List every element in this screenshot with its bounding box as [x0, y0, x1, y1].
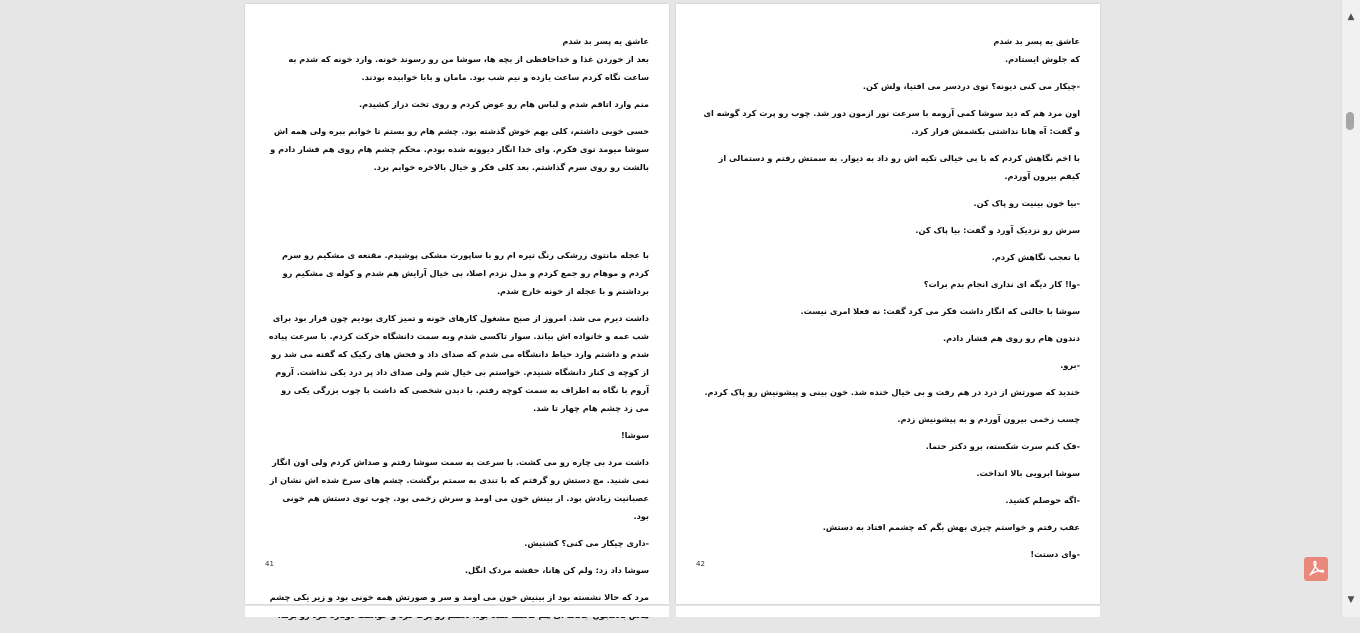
- page-42-content: [696, 32, 1080, 572]
- vertical-scrollbar[interactable]: [1341, 0, 1360, 617]
- page-number: 41: [265, 560, 274, 568]
- paragraph: اون مرد هم که دید سوشا کمی آرومه با سرعت نور ازمون دور شد. چوب رو پرت کرد گوشه ای و گفت: آه هانا نداشتی بکشمش فرار کرد.: [703, 108, 1080, 136]
- running-header: عاشق یه پسر بد شدم: [993, 36, 1080, 46]
- paragraph: سوشا داد زد: ولم کن هانا، حقشه مردک انگل.: [464, 565, 649, 575]
- blank-space: [265, 185, 649, 246]
- paragraph: -اگه حوصلم کشید.: [1005, 495, 1080, 505]
- paragraph: -برو.: [1060, 360, 1080, 370]
- paragraph: -بیا خون بینیت رو پاک کن.: [973, 198, 1080, 208]
- paragraph: سوشا با حالتی که انگار داشت فکر می کرد گفت: نه فعلا امری نیست.: [800, 306, 1080, 316]
- paragraph: عقب رفتم و خواستم چیزی بهش بگم که چشمم افتاد به دستش.: [822, 522, 1080, 532]
- paragraph: -فک کنم سرت شکسته، برو دکتر حتما.: [925, 441, 1080, 451]
- paragraph: سرش رو نزدیک آورد و گفت: بیا پاک کن.: [915, 225, 1080, 235]
- scroll-up-arrow-icon[interactable]: ▲: [1347, 12, 1355, 22]
- page-number: 42: [696, 560, 705, 568]
- paragraph: خندید که صورتش از درد در هم رفت و بی خیال خنده شد. خون بینی و پیشونیش رو پاک کردم.: [704, 387, 1080, 397]
- paragraph: -وا! کار دیگه ای نداری انجام بدم برات؟: [923, 279, 1080, 289]
- paragraph: منم وارد اتاقم شدم و لباس هام رو عوض کردم و روی تخت دراز کشیدم.: [358, 99, 649, 109]
- paragraph: که جلوش ایستادم.: [1004, 54, 1080, 64]
- paragraph: داشت دیرم می شد. امروز از صبح مشغول کارهای خونه و تمیز کاری بودیم چون قرار بود برای شب عمه و خانواده اش بیاند. سوار تاکسی شدم وبه سمت دانشگاه حرکت کردم. با سرعت پیاده شدم و داشتم وارد حیاط دانشگاه می شدم که صدای داد و فحش های رکیک که گفته می شد رو از کوچه ی کنار دانشگاه شنیدم. خواستم بی خیال شم ولی صدای داد پر درد یکی نذاشت. آروم آروم با نگاه به اطراف به سمت کوچه رفتم. با دیدن شخصی که داشت با چوب بزرگی یکی رو می زد چشم هام چهار تا شد.: [268, 313, 649, 413]
- paragraph: -وای دستت!: [1030, 549, 1080, 559]
- next-page-edge-left: [245, 606, 669, 617]
- running-header: عاشق یه پسر بد شدم: [562, 36, 649, 46]
- paragraph: مرد که حالا نشسته بود از بینیش خون می اومد و سر و صورتش همه خونی بود و زیر یکی چشم: [269, 592, 649, 602]
- paragraph: سوشا ابرویی بالا انداخت.: [976, 468, 1080, 478]
- paragraph: دندون هام رو روی هم فشار دادم.: [943, 333, 1080, 343]
- paragraph: سوشا!: [620, 430, 649, 440]
- paragraph: داشت مرد بی چاره رو می کشت. با سرعت به سمت سوشا رفتم و صداش کردم ولی اون انگار نمی شنید. مچ دستش رو گرفتم که با تندی به سمتم برگشت. چشم های سرخ شده اش نشان از عصبانیت زیادش بود. از بینش خون می اومد و سرش زخمی بود. چوب توی دستش هم خونی بود.: [269, 457, 649, 521]
- paragraph: چسب زخمی بیرون آوردم و به پیشونیش زدم.: [897, 414, 1080, 424]
- pdf-icon-glyph: [1307, 560, 1325, 578]
- paragraph: بعد از خوردن غذا و خداحافظی از بچه ها، سوشا من رو رسوند خونه. وارد خونه که شدم به ساعت نگاه کردم ساعت یازده و نیم شب بود. مامان و بابا خوابیده بودند.: [288, 54, 649, 82]
- page-41: [245, 4, 669, 604]
- page-41-content: [265, 32, 649, 633]
- paragraph: با عجله مانتوی زرشکی رنگ تیره ام رو با ساپورت مشکی پوشیدم. مقنعه ی مشکیم رو سرم کردم و موهام رو جمع کردم و مدل نزدم اصلا، بی خیال آرایش هم شدم و کوله ی مشکیم رو برداشتم و با عجله از خونه خارج شدم.: [282, 250, 649, 296]
- paragraph: با تعجب نگاهش کردم.: [991, 252, 1080, 262]
- paragraph: -داری چیکار می کنی؟ کشتیش.: [524, 538, 649, 548]
- next-page-edge-right: [676, 606, 1100, 617]
- pdf-icon[interactable]: [1304, 557, 1328, 581]
- scrollbar-thumb[interactable]: [1346, 112, 1354, 130]
- paragraph: حسی خوبی داشتم، کلی بهم خوش گذشته بود. چشم هام رو بستم تا خوابم ببره ولی همه اش سوشا میومد توی فکرم. وای خدا انگار دیوونه شده بودم. محکم چشم هام روی هم فشار دادم و بالشت رو روی سرم گذاشتم. بعد کلی فکر و خیال بالاخره خوابم برد.: [270, 126, 649, 172]
- page-42: [676, 4, 1100, 604]
- scroll-down-arrow-icon[interactable]: ▼: [1347, 595, 1355, 605]
- paragraph: با اخم نگاهش کردم که با بی خیالی تکیه اش رو داد به دیوار. به سمتش رفتم و دستمالی از کیفم بیرون آوردم.: [718, 153, 1080, 181]
- paragraph: -چیکار می کنی دیونه؟ توی دردسر می افتیا، ولش کن.: [862, 81, 1080, 91]
